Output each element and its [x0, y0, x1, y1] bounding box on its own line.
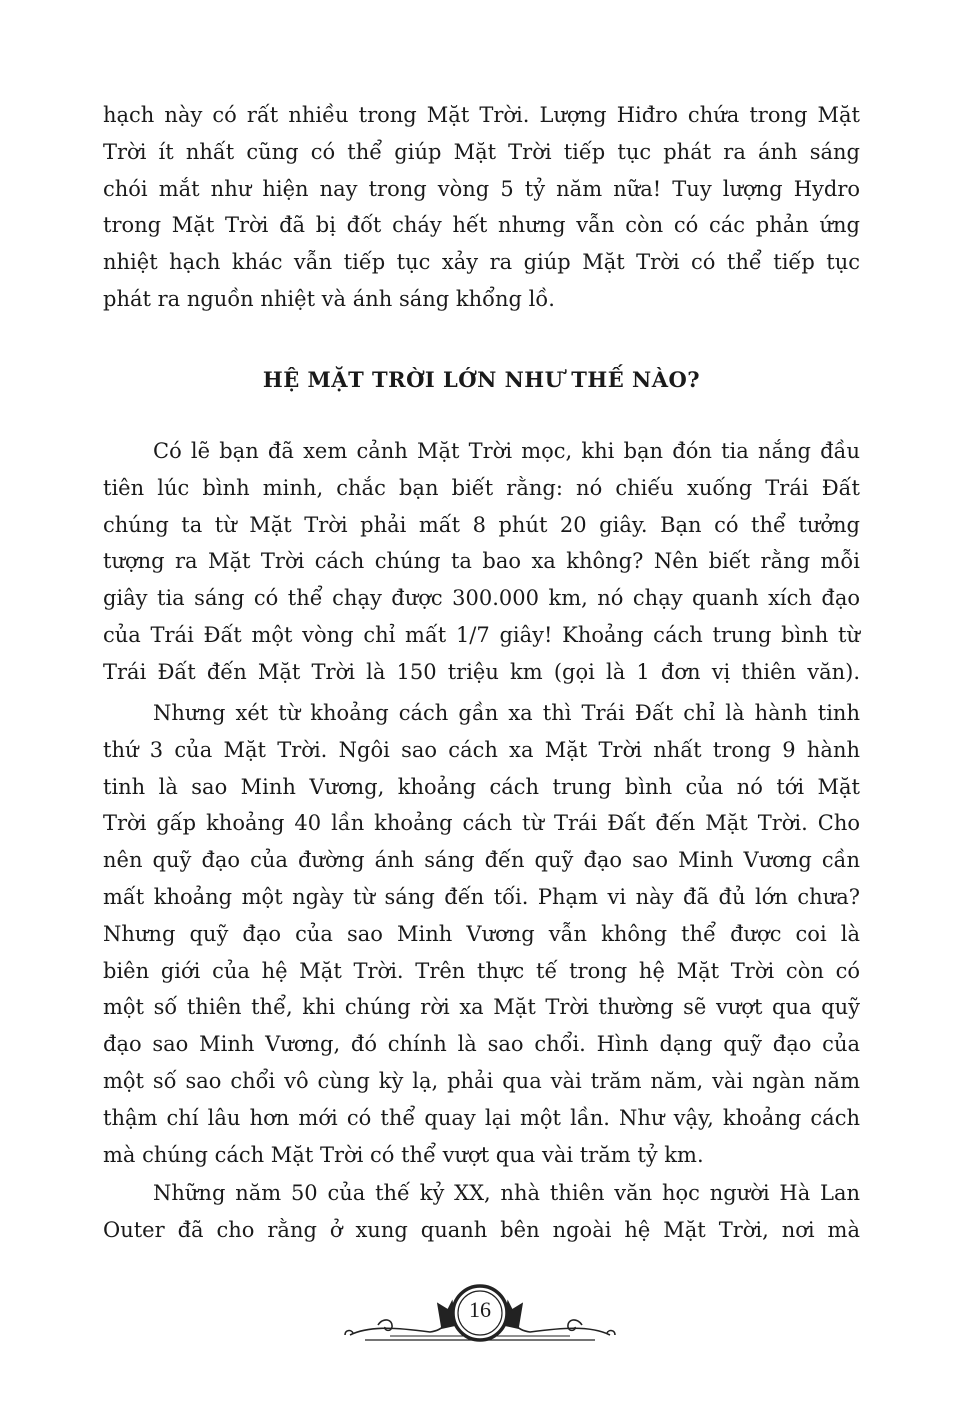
text-line: biên giới của hệ Mặt Trời. Trên thực tế trong hệ Mặt Trời còn có — [103, 958, 860, 983]
text-line: chúng ta từ Mặt Trời phải mất 8 phút 20 giây. Bạn có thể tưởng — [103, 512, 860, 537]
text-line: Trời ít nhất cũng có thể giúp Mặt Trời tiếp tục phát ra ánh sáng — [103, 139, 860, 164]
text-line: nên quỹ đạo của đường ánh sáng đến quỹ đạo sao Minh Vương cần — [103, 848, 860, 873]
text-line: một số thiên thể, khi chúng rời xa Mặt Trời thường sẽ vượt qua quỹ — [103, 995, 860, 1020]
text-line: đạo sao Minh Vương, đó chính là sao chổi. Hình dạng quỹ đạo của — [103, 1032, 860, 1057]
paragraph — [103, 433, 860, 691]
text-line: Có lẽ bạn đã xem cảnh Mặt Trời mọc, khi bạn đón tia nắng đầu — [153, 439, 860, 463]
text-line: mất khoảng một ngày từ sáng đến tối. Phạm vi này đã đủ lớn chưa? — [103, 884, 860, 909]
text-line: hạch này có rất nhiều trong Mặt Trời. Lượng Hiđro chứa trong Mặt — [103, 103, 860, 127]
text-line: giây tia sáng có thể chạy được 300.000 km, nó chạy quanh xích đạo — [103, 586, 860, 611]
text-line: một số sao chổi vô cùng kỳ lạ, phải qua vài trăm năm, vài ngàn năm — [103, 1068, 860, 1093]
text-line: phát ra nguồn nhiệt và ánh sáng khổng lồ. — [103, 286, 555, 311]
text-line: Trời gấp khoảng 40 lần khoảng cách từ Trái Đất đến Mặt Trời. Cho — [103, 811, 860, 836]
text-line: Outer đã cho rằng ở xung quanh bên ngoài hệ Mặt Trời, nơi mà — [103, 1217, 860, 1242]
text-line: tinh là sao Minh Vương, khoảng cách trung bình của nó tới Mặt — [103, 774, 860, 799]
paragraph — [103, 695, 860, 1173]
text-line: Nhưng quỹ đạo của sao Minh Vương vẫn không thể được coi là — [103, 921, 860, 946]
text-line: chói mắt như hiện nay trong vòng 5 tỷ năm nữa! Tuy lượng Hydro — [103, 176, 860, 201]
text-line: thứ 3 của Mặt Trời. Ngôi sao cách xa Mặt Trời nhất trong 9 hành — [103, 737, 860, 762]
section-heading: HỆ MẶT TRỜI LỚN NHƯ THẾ NÀO? — [262, 367, 701, 392]
text-line: trong Mặt Trời đã bị đốt cháy hết nhưng vẫn còn có các phản ứng — [103, 213, 860, 238]
text-line: Nhưng xét từ khoảng cách gần xa thì Trái Đất chỉ là hành tinh — [153, 701, 860, 725]
page-footer-ornament — [330, 1280, 630, 1350]
text-line: mà chúng cách Mặt Trời có thể vượt qua vài trăm tỷ km. — [103, 1142, 704, 1167]
paragraph — [103, 1175, 860, 1249]
text-line: Trái Đất đến Mặt Trời là 150 triệu km (gọi là 1 đơn vị thiên văn). — [103, 659, 860, 684]
text-line: nhiệt hạch khác vẫn tiếp tục xảy ra giúp Mặt Trời có thể tiếp tục — [103, 250, 860, 275]
text-line: tượng ra Mặt Trời cách chúng ta bao xa không? Nên biết rằng mỗi — [103, 549, 860, 574]
text-line: thậm chí lâu hơn mới có thể quay lại một lần. Như vậy, khoảng cách — [103, 1105, 860, 1130]
paragraph-continuation — [103, 97, 860, 318]
text-line: tiên lúc bình minh, chắc bạn biết rằng: nó chiếu xuống Trái Đất — [103, 475, 860, 500]
text-line: Những năm 50 của thế kỷ XX, nhà thiên văn học người Hà Lan — [153, 1181, 860, 1205]
text-line: của Trái Đất một vòng chỉ mất 1/7 giây! Khoảng cách trung bình từ — [103, 622, 860, 647]
page-number: 16 — [469, 1297, 491, 1322]
